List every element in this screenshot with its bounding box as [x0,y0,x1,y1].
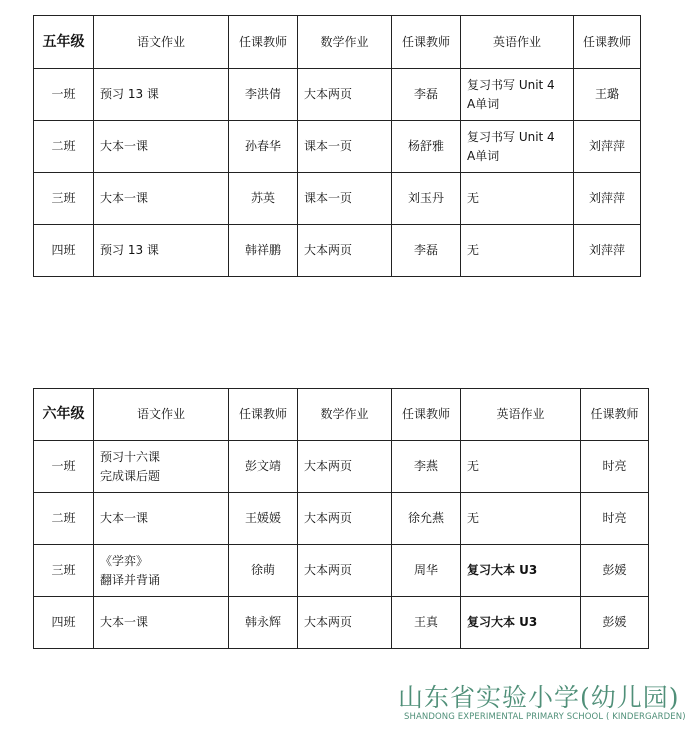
table-row [34,69,641,121]
grade-label: 五年级 [34,16,94,69]
header-english: 英语作业 [461,16,574,69]
table-row [34,545,649,597]
teacher-name: 彭媛 [581,545,649,597]
teacher-name: 王媛媛 [229,493,298,545]
table-row [34,493,649,545]
chinese-homework: 大本一课 [94,121,229,173]
school-name-chinese: 山东省实验小学(幼儿园) [398,683,680,712]
header-math: 数学作业 [298,16,392,69]
chinese-homework: 《学弈》 翻译并背诵 [94,545,229,597]
english-homework: 复习大本 U3 [461,597,581,649]
table-row [34,597,649,649]
english-homework: 无 [461,173,574,225]
table-header-row [34,389,649,441]
teacher-name: 时亮 [581,493,649,545]
class-name: 三班 [34,545,94,597]
english-homework: 复习大本 U3 [461,545,581,597]
teacher-name: 苏英 [229,173,298,225]
header-teacher: 任课教师 [392,389,461,441]
header-chinese: 语文作业 [94,16,229,69]
teacher-name: 刘萍萍 [574,225,641,277]
teacher-name: 李洪倩 [229,69,298,121]
english-homework: 无 [461,225,574,277]
teacher-name: 孙春华 [229,121,298,173]
class-name: 一班 [34,69,94,121]
teacher-name: 韩永辉 [229,597,298,649]
chinese-homework: 预习 13 课 [94,69,229,121]
table-row [34,225,641,277]
teacher-name: 徐萌 [229,545,298,597]
school-name-english: SHANDONG EXPERIMENTAL PRIMARY SCHOOL ( KINDERGARDEN) [404,712,686,722]
header-teacher: 任课教师 [229,16,298,69]
teacher-name: 周华 [392,545,461,597]
grade6-homework-table [33,388,649,649]
chinese-homework: 预习十六课 完成课后题 [94,441,229,493]
header-teacher: 任课教师 [229,389,298,441]
teacher-name: 李磊 [392,225,461,277]
teacher-name: 刘萍萍 [574,121,641,173]
teacher-name: 杨舒雅 [392,121,461,173]
class-name: 一班 [34,441,94,493]
class-name: 二班 [34,121,94,173]
table-header-row [34,16,641,69]
table-row [34,121,641,173]
math-homework: 大本两页 [298,69,392,121]
header-chinese: 语文作业 [94,389,229,441]
chinese-homework: 大本一课 [94,597,229,649]
school-logo [398,678,690,730]
english-homework: 无 [461,493,581,545]
header-teacher: 任课教师 [392,16,461,69]
header-math: 数学作业 [298,389,392,441]
teacher-name: 彭媛 [581,597,649,649]
chinese-homework: 预习 13 课 [94,225,229,277]
class-name: 四班 [34,597,94,649]
teacher-name: 李燕 [392,441,461,493]
teacher-name: 韩祥鹏 [229,225,298,277]
table-row [34,173,641,225]
english-homework: 无 [461,441,581,493]
math-homework: 大本两页 [298,225,392,277]
teacher-name: 彭文靖 [229,441,298,493]
teacher-name: 刘玉丹 [392,173,461,225]
teacher-name: 时亮 [581,441,649,493]
grade5-homework-table [33,15,641,277]
teacher-name: 徐允燕 [392,493,461,545]
math-homework: 大本两页 [298,493,392,545]
header-teacher: 任课教师 [574,16,641,69]
math-homework: 大本两页 [298,545,392,597]
class-name: 四班 [34,225,94,277]
teacher-name: 刘萍萍 [574,173,641,225]
english-homework: 复习书写 Unit 4 A单词 [461,121,574,173]
math-homework: 课本一页 [298,121,392,173]
math-homework: 大本两页 [298,441,392,493]
teacher-name: 王璐 [574,69,641,121]
class-name: 三班 [34,173,94,225]
header-teacher: 任课教师 [581,389,649,441]
math-homework: 课本一页 [298,173,392,225]
header-english: 英语作业 [461,389,581,441]
english-homework: 复习书写 Unit 4 A单词 [461,69,574,121]
math-homework: 大本两页 [298,597,392,649]
chinese-homework: 大本一课 [94,173,229,225]
grade-label: 六年级 [34,389,94,441]
teacher-name: 李磊 [392,69,461,121]
table-row [34,441,649,493]
teacher-name: 王真 [392,597,461,649]
chinese-homework: 大本一课 [94,493,229,545]
class-name: 二班 [34,493,94,545]
